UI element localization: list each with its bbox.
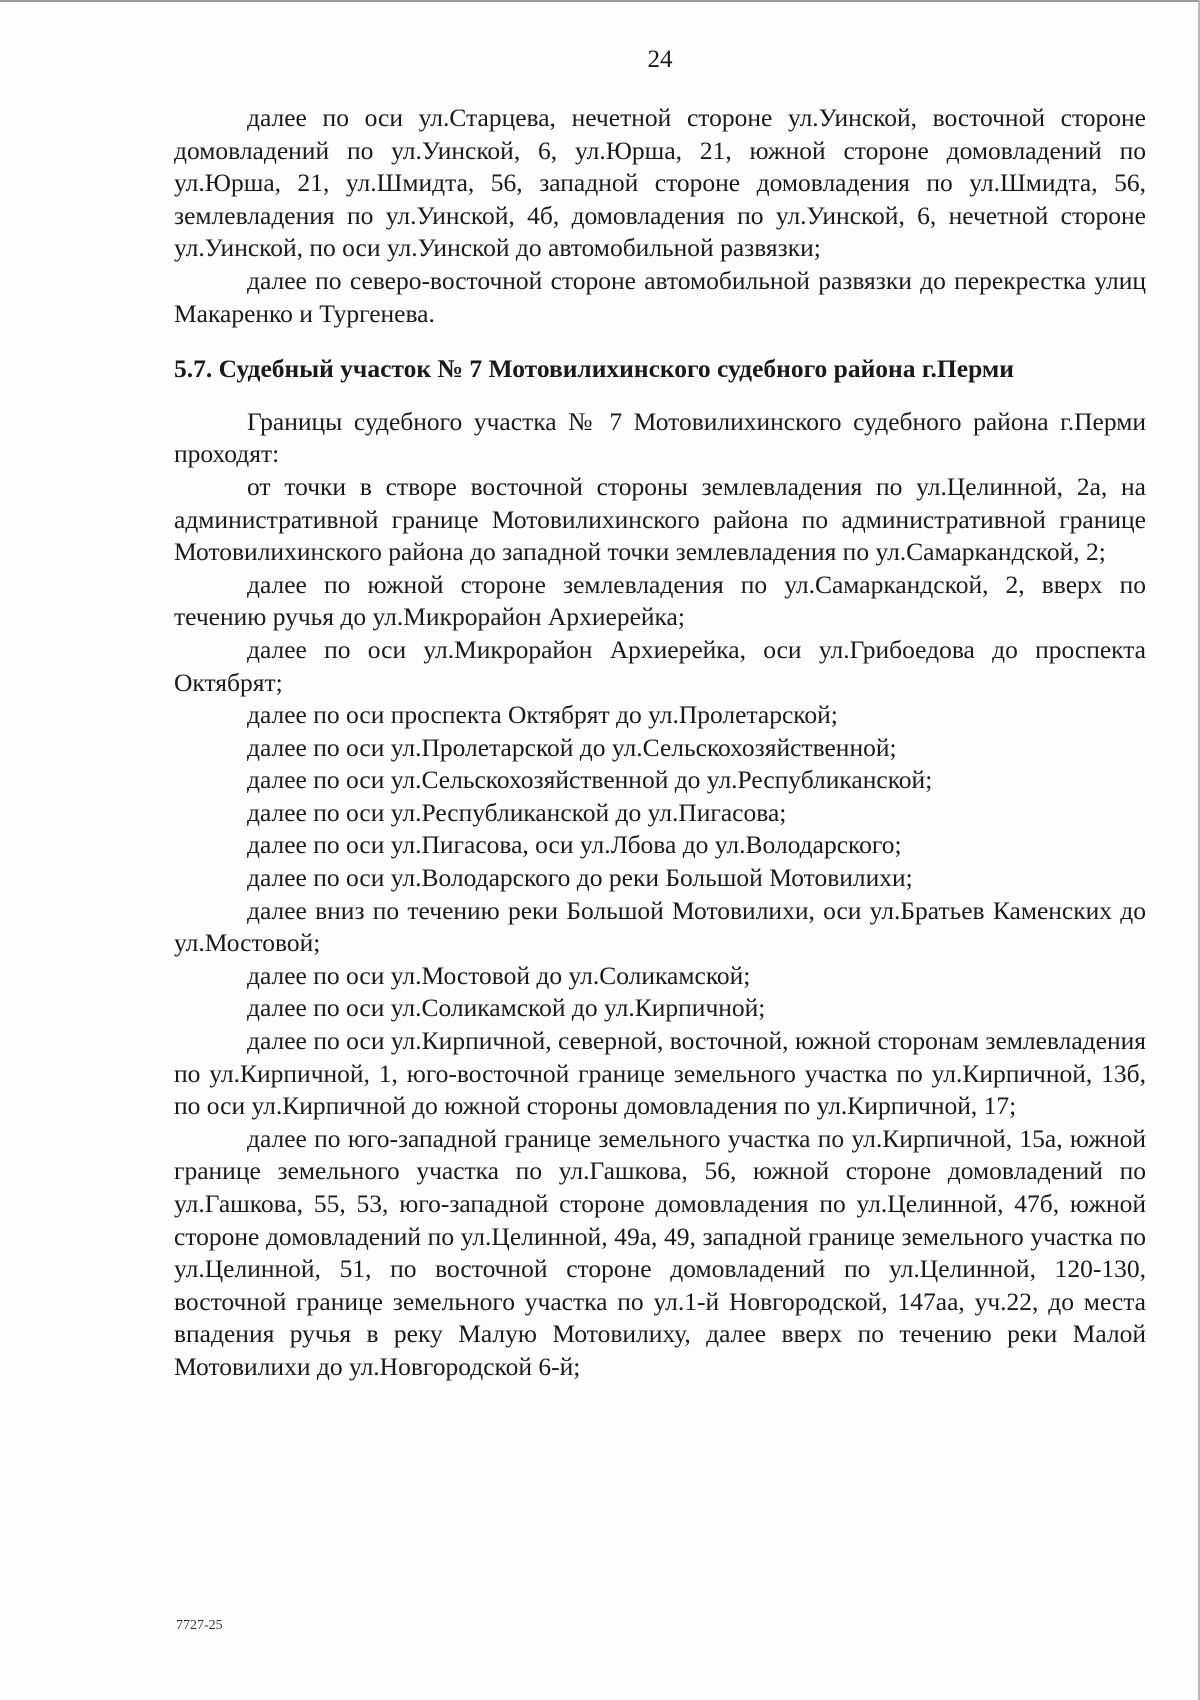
paragraph: далее по юго-западной границе земельного участка по ул.Кирпичной, 15а, южной границе земельного участка по ул.Гашкова, 56, южной стороне домовладений по ул.Гашкова, 55, 53, юго-западной стороне домовладения по ул.Целинной, 47б, южной стороне домовладений по ул.Целинной, 49а, 49, западной границе земельного участка по ул.Целинной, 51, по восточной стороне домовладений по ул.Целинной, 120-130, восточной границе земельного участка по ул.1-й Новгородской, 147аа, уч.22, до места впадения ручья в реку Малую Мотовилиху, далее вверх по течению реки Малой Мотовилихи до ул.Новгородской 6-й; [174, 1123, 1146, 1381]
paragraph: Границы судебного участка № 7 Мотовилихинского судебного района г.Перми проходят: [174, 406, 1146, 469]
paragraph: далее по оси ул.Пигасова, оси ул.Лбова до ул.Володарского; [247, 830, 902, 860]
document-code: 7727-25 [176, 1618, 223, 1633]
paragraph: далее по оси проспекта Октябрят до ул.Пролетарской; [247, 700, 838, 730]
paragraph: далее по оси ул.Кирпичной, северной, восточной, южной сторонам землевладения по ул.Кирпичной, 1, юго-восточной границе земельного участка по ул.Кирпичной, 13б, по оси ул.Кирпичной до южной стороны домовладения по ул.Кирпичной, 17; [174, 1026, 1146, 1121]
paragraph: далее по южной стороне землевладения по ул.Самаркандской, 2, вверх по течению ручья до ул.Микрорайон Архиерейка; [174, 569, 1146, 632]
paragraph: далее по оси ул.Мостовой до ул.Соликамской; [247, 960, 751, 990]
paragraph: далее по оси ул.Сельскохозяйственной до ул.Республиканской; [247, 765, 933, 795]
paragraph: далее по оси ул.Пролетарской до ул.Сельскохозяйственной; [247, 732, 897, 762]
paragraph: далее по оси ул.Соликамской до ул.Кирпичной; [247, 993, 766, 1023]
section-heading: 5.7. Судебный участок № 7 Мотовилихинского судебного района г.Перми [174, 354, 1014, 384]
paragraph: далее по оси ул.Володарского до реки Большой Мотовилихи; [247, 863, 913, 893]
paragraph: далее по оси ул.Республиканской до ул.Пигасова; [247, 797, 787, 827]
document-body [174, 102, 1146, 1384]
paragraph: далее по оси ул.Старцева, нечетной стороне ул.Уинской, восточной стороне домовладений по ул.Уинской, 6, ул.Юрша, 21, южной стороне домовладений по ул.Юрша, 21, ул.Шмидта, 56, западной стороне домовладения по ул.Шмидта, 56, землевладения по ул.Уинской, 4б, домовладения по ул.Уинской, 6, нечетной стороне ул.Уинской, по оси ул.Уинской до автомобильной развязки; [174, 103, 1146, 263]
paragraph: от точки в створе восточной стороны землевладения по ул.Целинной, 2а, на административной границе Мотовилихинского района по административной границе Мотовилихинского района до западной точки землевладения по ул.Самаркандской, 2; [174, 471, 1146, 567]
page-number: 24 [647, 46, 673, 73]
paragraph: далее вниз по течению реки Большой Мотовилихи, оси ул.Братьев Каменских до ул.Мостовой; [174, 895, 1146, 958]
paragraph: далее по северо-восточной стороне автомобильной развязки до перекрестка улиц Макаренко и Тургенева. [174, 265, 1146, 328]
paragraph: далее по оси ул.Микрорайон Архиерейка, оси ул.Грибоедова до проспекта Октябрят; [174, 634, 1146, 697]
top-edge-line [0, 0, 1200, 2]
